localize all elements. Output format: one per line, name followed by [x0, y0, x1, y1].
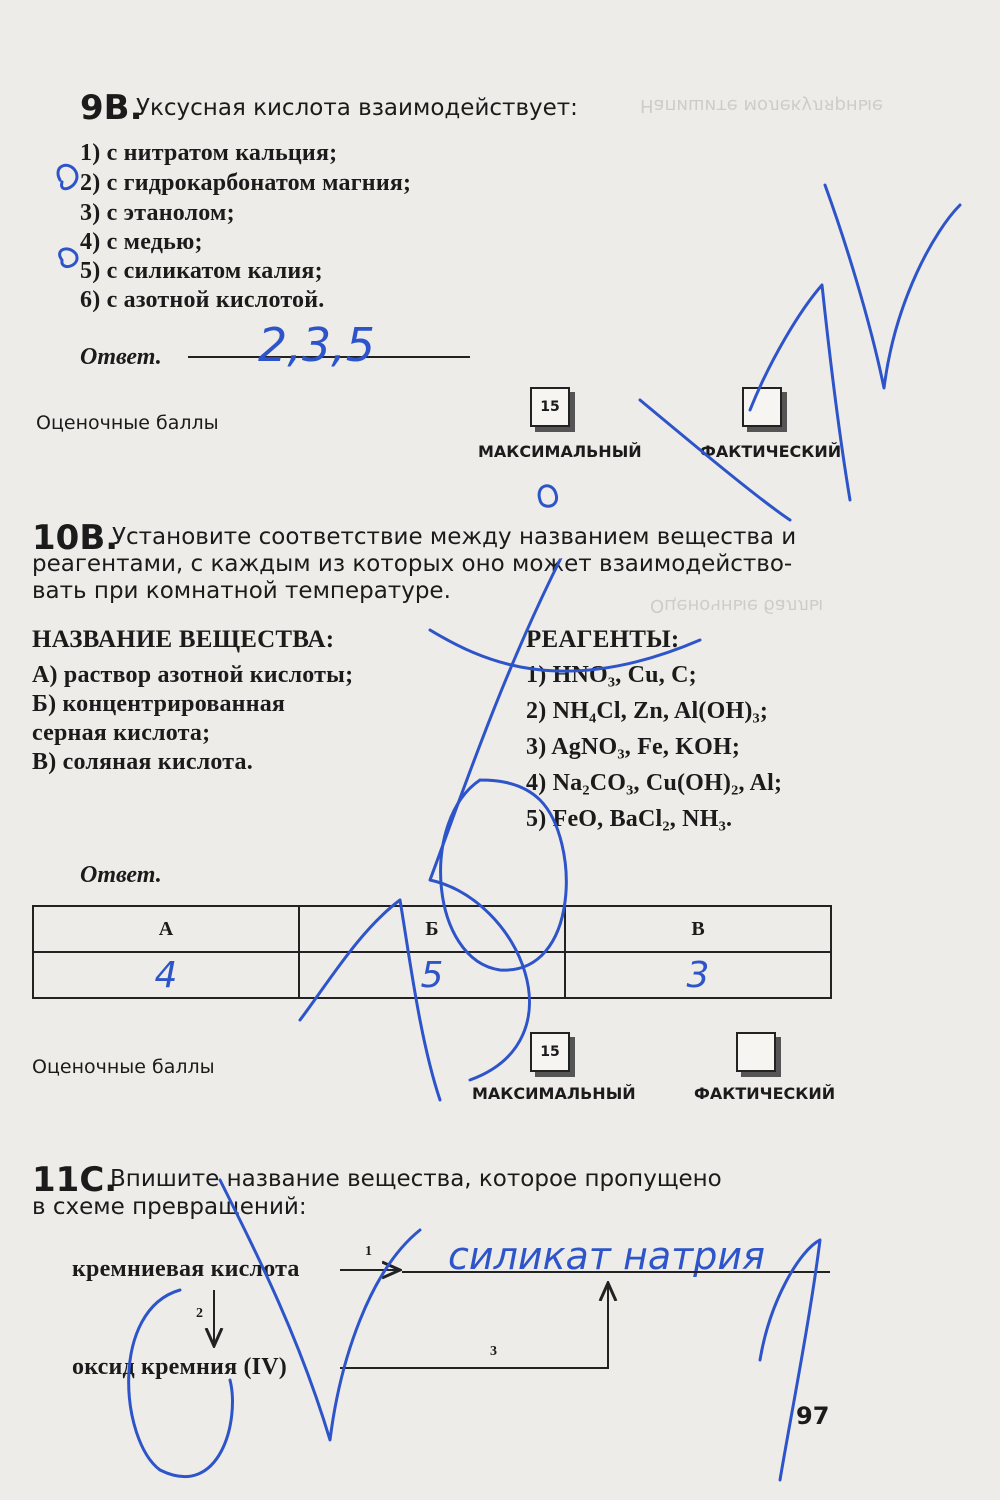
option-item: 1) с нитратом кальция; [80, 140, 338, 166]
option-item: 6) с азотной кислотой. [80, 287, 325, 313]
reagent-item: 1) HNO₃, Cu, C; [526, 662, 697, 688]
reagent-item: 4) Na₂CO₃, Cu(OH)₂, Al; [526, 770, 783, 796]
reagent-item: 2) NH₄Cl, Zn, Al(OH)₃; [526, 698, 769, 724]
table-header-cell: В [565, 906, 831, 952]
question-number: 9В. [80, 88, 143, 128]
question-prompt: Впишите название вещества, которое пропущено [110, 1166, 722, 1192]
substance-item: А) раствор азотной кислоты; [32, 662, 354, 688]
reagent-item: 5) FeO, BaCl₂, NH₃. [526, 806, 733, 832]
question-number: 10В. [32, 518, 119, 558]
actual-score-label: ФАКТИЧЕСКИЙ [700, 442, 842, 461]
page-number: 97 [796, 1402, 830, 1430]
question-prompt: Установите соответствие между названием вещества и [112, 524, 797, 550]
answer-label: Ответ. [80, 862, 162, 888]
substance-header: НАЗВАНИЕ ВЕЩЕСТВА: [32, 626, 335, 653]
second-substance: оксид кремния (IV) [72, 1354, 287, 1380]
answer-label: Ответ. [80, 344, 162, 370]
handwritten-answer[interactable]: 2,3,5 [258, 318, 376, 372]
answer-cell[interactable]: 4 [33, 952, 299, 998]
question-prompt: в схеме превращений: [32, 1194, 307, 1220]
max-score-box: 15 [530, 387, 570, 427]
substance-item: серная кислота; [32, 720, 211, 746]
option-item: 4) с медью; [80, 229, 203, 255]
reagents-header: РЕАГЕНТЫ: [526, 626, 680, 653]
substance-item: Б) концентрированная [32, 691, 286, 717]
option-item: 2) с гидрокарбонатом магния; [80, 170, 412, 196]
actual-score-label: ФАКТИЧЕСКИЙ [694, 1084, 836, 1103]
question-number: 11С. [32, 1160, 118, 1200]
max-score-label: МАКСИМАЛЬНЫЙ [478, 442, 642, 461]
arrow-label: 2 [196, 1306, 203, 1321]
option-item: 5) с силикатом калия; [80, 258, 323, 284]
max-score-label: МАКСИМАЛЬНЫЙ [472, 1084, 636, 1103]
arrow-3 [340, 1285, 608, 1368]
max-score-box: 15 [530, 1032, 570, 1072]
score-caption: Оценочные баллы [32, 1056, 215, 1078]
answer-cell[interactable]: 5 [299, 952, 565, 998]
arrow-label: 3 [490, 1344, 497, 1359]
reagent-item: 3) AgNO₃, Fe, KOH; [526, 734, 741, 760]
answer-cell[interactable]: 3 [565, 952, 831, 998]
bleed-through-text: Напишите молекулярные [640, 95, 883, 116]
start-substance: кремниевая кислота [72, 1256, 300, 1282]
table-header-cell: А [33, 906, 299, 952]
bleed-through-text: Оценочные баллы [650, 595, 824, 616]
table-header-cell: Б [299, 906, 565, 952]
handwritten-answer[interactable]: силикат натрия [448, 1234, 765, 1278]
question-prompt: Уксусная кислота взаимодействует: [136, 95, 578, 121]
option-item: 3) с этанолом; [80, 200, 235, 226]
question-prompt: вать при комнатной температуре. [32, 578, 451, 604]
arrow-label: 1 [365, 1244, 372, 1259]
score-caption: Оценочные баллы [36, 412, 219, 434]
substance-item: В) соляная кислота. [32, 749, 253, 775]
question-prompt: реагентами, с каждым из которых оно может взаимодейство- [32, 551, 793, 577]
